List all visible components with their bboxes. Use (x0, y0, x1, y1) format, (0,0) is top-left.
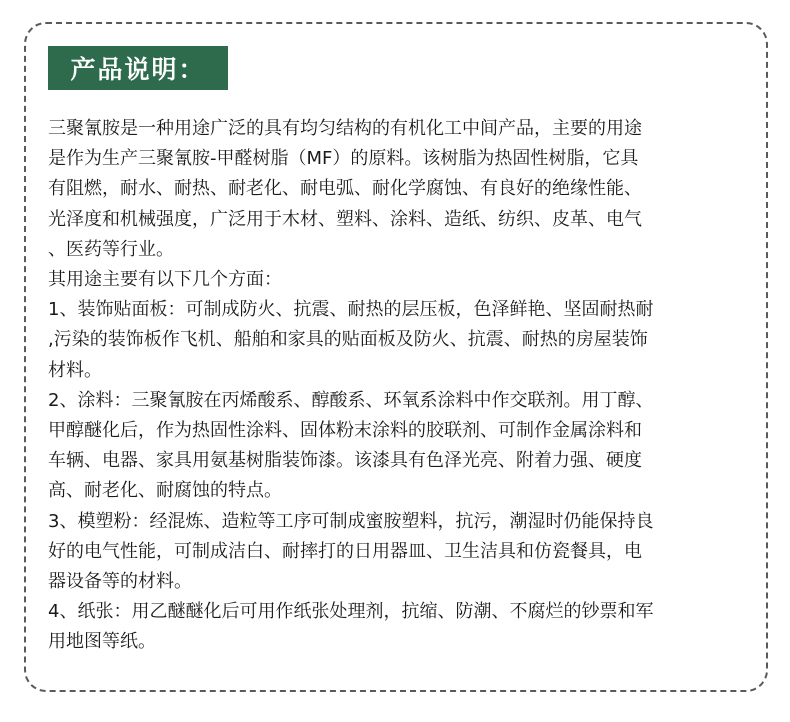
text-line: ,污染的装饰板作飞机、船舶和家具的贴面板及防火、抗震、耐热的房屋装饰 (48, 329, 648, 351)
text-line: 用地图等纸。 (48, 631, 156, 653)
text-line: 、医药等行业。 (48, 238, 174, 260)
text-line: 有阻燃，耐水、耐热、耐老化、耐电弧、耐化学腐蚀、有良好的绝缘性能、 (48, 178, 642, 200)
text-line: 4、纸张：用乙醚醚化后可用作纸张处理剂，抗缩、防潮、不腐烂的钞票和军 (48, 601, 654, 623)
text-line: 光泽度和机械强度，广泛用于木材、塑料、涂料、造纸、纺织、皮革、电气 (48, 208, 642, 230)
description-text (48, 114, 758, 658)
text-line: 高、耐老化、耐腐蚀的特点。 (48, 480, 282, 502)
section-title: 产品说明： (48, 46, 228, 90)
text-line: 材料。 (48, 359, 102, 381)
text-line: 甲醇醚化后，作为热固性涂料、固体粉末涂料的胶联剂、可制作金属涂料和 (48, 420, 642, 442)
text-line: 三聚氰胺是一种用途广泛的具有均匀结构的有机化工中间产品，主要的用途 (48, 118, 642, 139)
text-line: 车辆、电器、家具用氨基树脂装饰漆。该漆具有色泽光亮、附着力强、硬度 (48, 450, 642, 472)
text-line: 3、模塑粉：经混炼、造粒等工序可制成蜜胺塑料，抗污，潮湿时仍能保持良 (48, 510, 654, 532)
text-line: 器设备等的材料。 (48, 571, 192, 593)
text-line: 1、装饰贴面板：可制成防火、抗震、耐热的层压板，色泽鲜艳、坚固耐热耐 (48, 299, 654, 321)
text-line: 2、涂料：三聚氰胺在丙烯酸系、醇酸系、环氧系涂料中作交联剂。用丁醇、 (48, 389, 654, 411)
text-line: 其用途主要有以下几个方面： (48, 269, 282, 291)
text-line: 好的电气性能，可制成洁白、耐摔打的日用器皿、卫生洁具和仿瓷餐具，电 (48, 540, 642, 562)
text-line: 是作为生产三聚氰胺-甲醛树脂（MF）的原料。该树脂为热固性树脂，它具 (48, 148, 639, 170)
